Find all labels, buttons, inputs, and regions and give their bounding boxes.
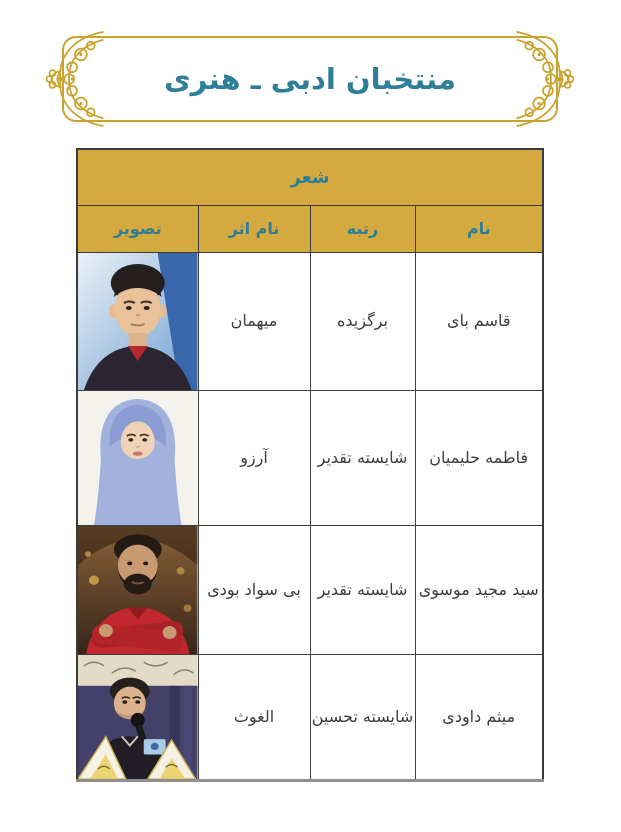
cell-name: فاطمه حلیمیان xyxy=(415,390,543,525)
cell-photo xyxy=(77,390,198,525)
table-section-title: شعر xyxy=(77,149,543,205)
page-title: منتخبان ادبی ـ هنری xyxy=(164,62,456,96)
table-row xyxy=(77,525,543,654)
ornament-right-icon xyxy=(512,28,576,130)
cell-photo xyxy=(77,525,198,654)
ornament-left-icon xyxy=(44,28,108,130)
cell-work: میهمان xyxy=(198,252,310,390)
cell-work: آرزو xyxy=(198,390,310,525)
portrait-man-dark-suit-blue-studio-photo xyxy=(78,253,198,390)
title-frame xyxy=(62,36,558,122)
table-row xyxy=(77,390,543,525)
cell-work: الغوث xyxy=(198,654,310,780)
cell-work: بی سواد بودی xyxy=(198,525,310,654)
cell-photo xyxy=(77,252,198,390)
column-header-rank: رتبه xyxy=(310,205,415,252)
portrait-man-microphone-flags-photo xyxy=(78,655,198,779)
column-header-photo: تصویر xyxy=(77,205,198,252)
results-table-wrapper xyxy=(78,148,544,782)
table-row xyxy=(77,252,543,390)
table-row xyxy=(77,654,543,780)
cell-rank: برگزیده xyxy=(310,252,415,390)
portrait-man-beard-red-polo-photo xyxy=(78,526,198,654)
cell-photo xyxy=(77,654,198,780)
cell-rank: شایسته تقدیر xyxy=(310,525,415,654)
portrait-woman-light-blue-hijab-photo xyxy=(78,391,198,525)
cell-rank: شایسته تقدیر xyxy=(310,390,415,525)
column-header-work: نام اثر xyxy=(198,205,310,252)
cell-name: سید مجید موسوی xyxy=(415,525,543,654)
results-table xyxy=(76,148,544,782)
cell-rank: شایسته تحسین xyxy=(310,654,415,780)
title-banner xyxy=(58,34,562,124)
cell-name: میثم داودی xyxy=(415,654,543,780)
column-header-name: نام xyxy=(415,205,543,252)
cell-name: قاسم بای xyxy=(415,252,543,390)
